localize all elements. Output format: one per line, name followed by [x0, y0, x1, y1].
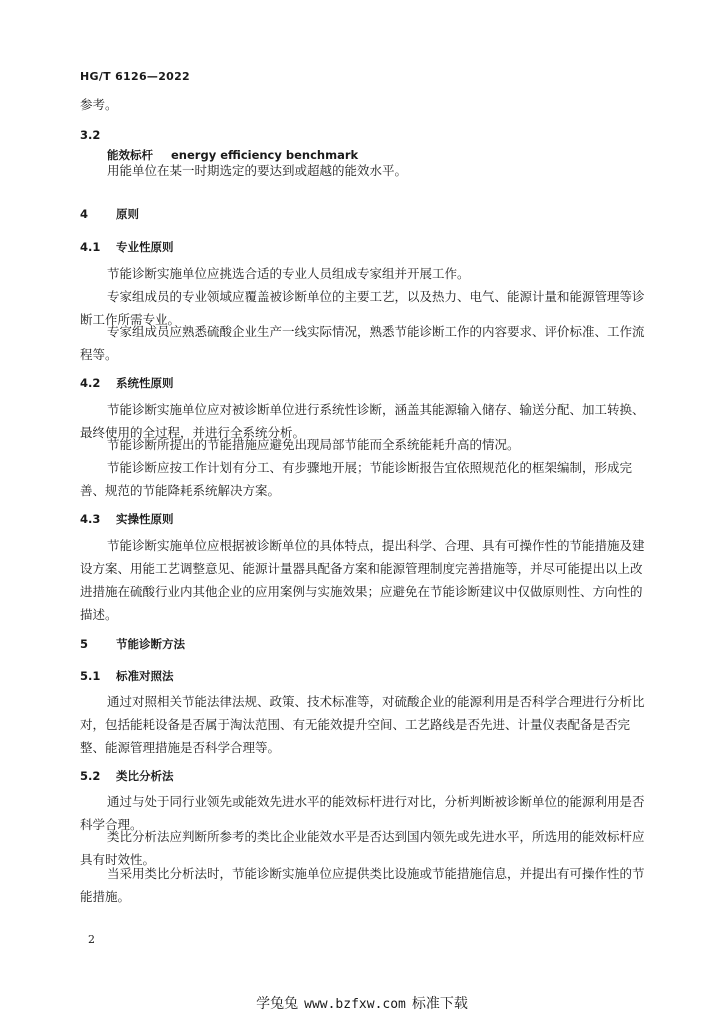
- term-chinese: 能效标杆: [107, 148, 153, 162]
- section-number: 3.2: [80, 128, 101, 142]
- section-number: 4.1: [80, 240, 101, 254]
- section-number: 5.1: [80, 669, 101, 683]
- section-4-heading: [80, 206, 139, 222]
- section-number: 4: [80, 207, 89, 221]
- section-5-1-heading: [80, 668, 174, 684]
- section-title: 类比分析法: [116, 769, 174, 783]
- page-number: 2: [88, 933, 95, 946]
- term-definition: 用能单位在某一时期选定的要达到或超越的能效水平。: [107, 163, 408, 178]
- paragraph: 通过与处于同行业领先或能效先进水平的能效标杆进行对比，分析判断被诊断单位的能源利用是否科学合理。: [80, 794, 645, 832]
- section-5-heading: [80, 636, 185, 652]
- paragraph: 专家组成员应熟悉硫酸企业生产一线实际情况，熟悉节能诊断工作的内容要求、评价标准、工作流程等。: [80, 324, 645, 362]
- section-4-1-heading: [80, 239, 174, 255]
- section-3-2-heading: [80, 128, 116, 142]
- document-code: HG/T 6126—2022: [80, 70, 191, 83]
- section-title: 系统性原则: [116, 376, 174, 390]
- paragraph: 节能诊断应按工作计划有分工、有步骤地开展；节能诊断报告宜依照规范化的框架编制，形成完善、规范的节能降耗系统解决方案。: [80, 460, 633, 498]
- paragraph: 节能诊断实施单位应对被诊断单位进行系统性诊断，涵盖其能源输入储存、输送分配、加工转换、最终使用的全过程，并进行全系统分析。: [80, 402, 645, 440]
- paragraph: 通过对照相关节能法律法规、政策、技术标准等，对硫酸企业的能源利用是否科学合理进行分析比对，包括能耗设备是否属于淘汰范围、有无能效提升空间、工艺路线是否先进、计量仪表配备是否完整、能源管理措施是否科学合理等。: [80, 694, 645, 755]
- paragraph: 节能诊断实施单位应挑选合适的专业人员组成专家组并开展工作。: [107, 266, 470, 281]
- section-number: 4.2: [80, 376, 101, 390]
- footer-caption: 标准下载: [411, 996, 468, 1012]
- section-4-3-heading: [80, 511, 174, 527]
- intro-text: 参考。: [80, 97, 118, 112]
- section-5-2-heading: [80, 768, 174, 784]
- section-4-2-heading: [80, 375, 174, 391]
- paragraph: 类比分析法应判断所参考的类比企业能效水平是否达到国内领先或先进水平，所选用的能效标杆应具有时效性。: [80, 829, 645, 867]
- paragraph: 专家组成员的专业领域应覆盖被诊断单位的主要工艺，以及热力、电气、能源计量和能源管理等诊断工作所需专业。: [80, 289, 645, 327]
- section-title: 标准对照法: [116, 669, 174, 683]
- section-title: 节能诊断方法: [116, 637, 185, 651]
- section-title: 原则: [116, 207, 139, 221]
- paragraph: 当采用类比分析法时，节能诊断实施单位应提供类比设施或节能措施信息，并提出有可操作性的节能措施。: [80, 866, 645, 904]
- footer-watermark: [0, 993, 724, 1013]
- footer-site-name: 学兔兔: [256, 996, 299, 1012]
- paragraph: 节能诊断实施单位应根据被诊断单位的具体特点，提出科学、合理、具有可操作性的节能措施及建设方案、用能工艺调整意见、能源计量器具配备方案和能源管理制度完善措施等，并尽可能提出以上改进措施在硫酸行业内其他企业的应用案例与实施效果；应避免在节能诊断建议中仅做原则性、方向性的描述。: [80, 538, 645, 622]
- section-title: 实操性原则: [116, 512, 174, 526]
- footer-url[interactable]: www.bzfxw.com: [304, 997, 406, 1012]
- section-title: 专业性原则: [116, 240, 174, 254]
- term-english: energy efficiency benchmark: [171, 148, 359, 162]
- paragraph: 节能诊断所提出的节能措施应避免出现局部节能而全系统能耗升高的情况。: [107, 437, 520, 452]
- section-number: 5: [80, 637, 89, 651]
- section-number: 5.2: [80, 769, 101, 783]
- section-number: 4.3: [80, 512, 101, 526]
